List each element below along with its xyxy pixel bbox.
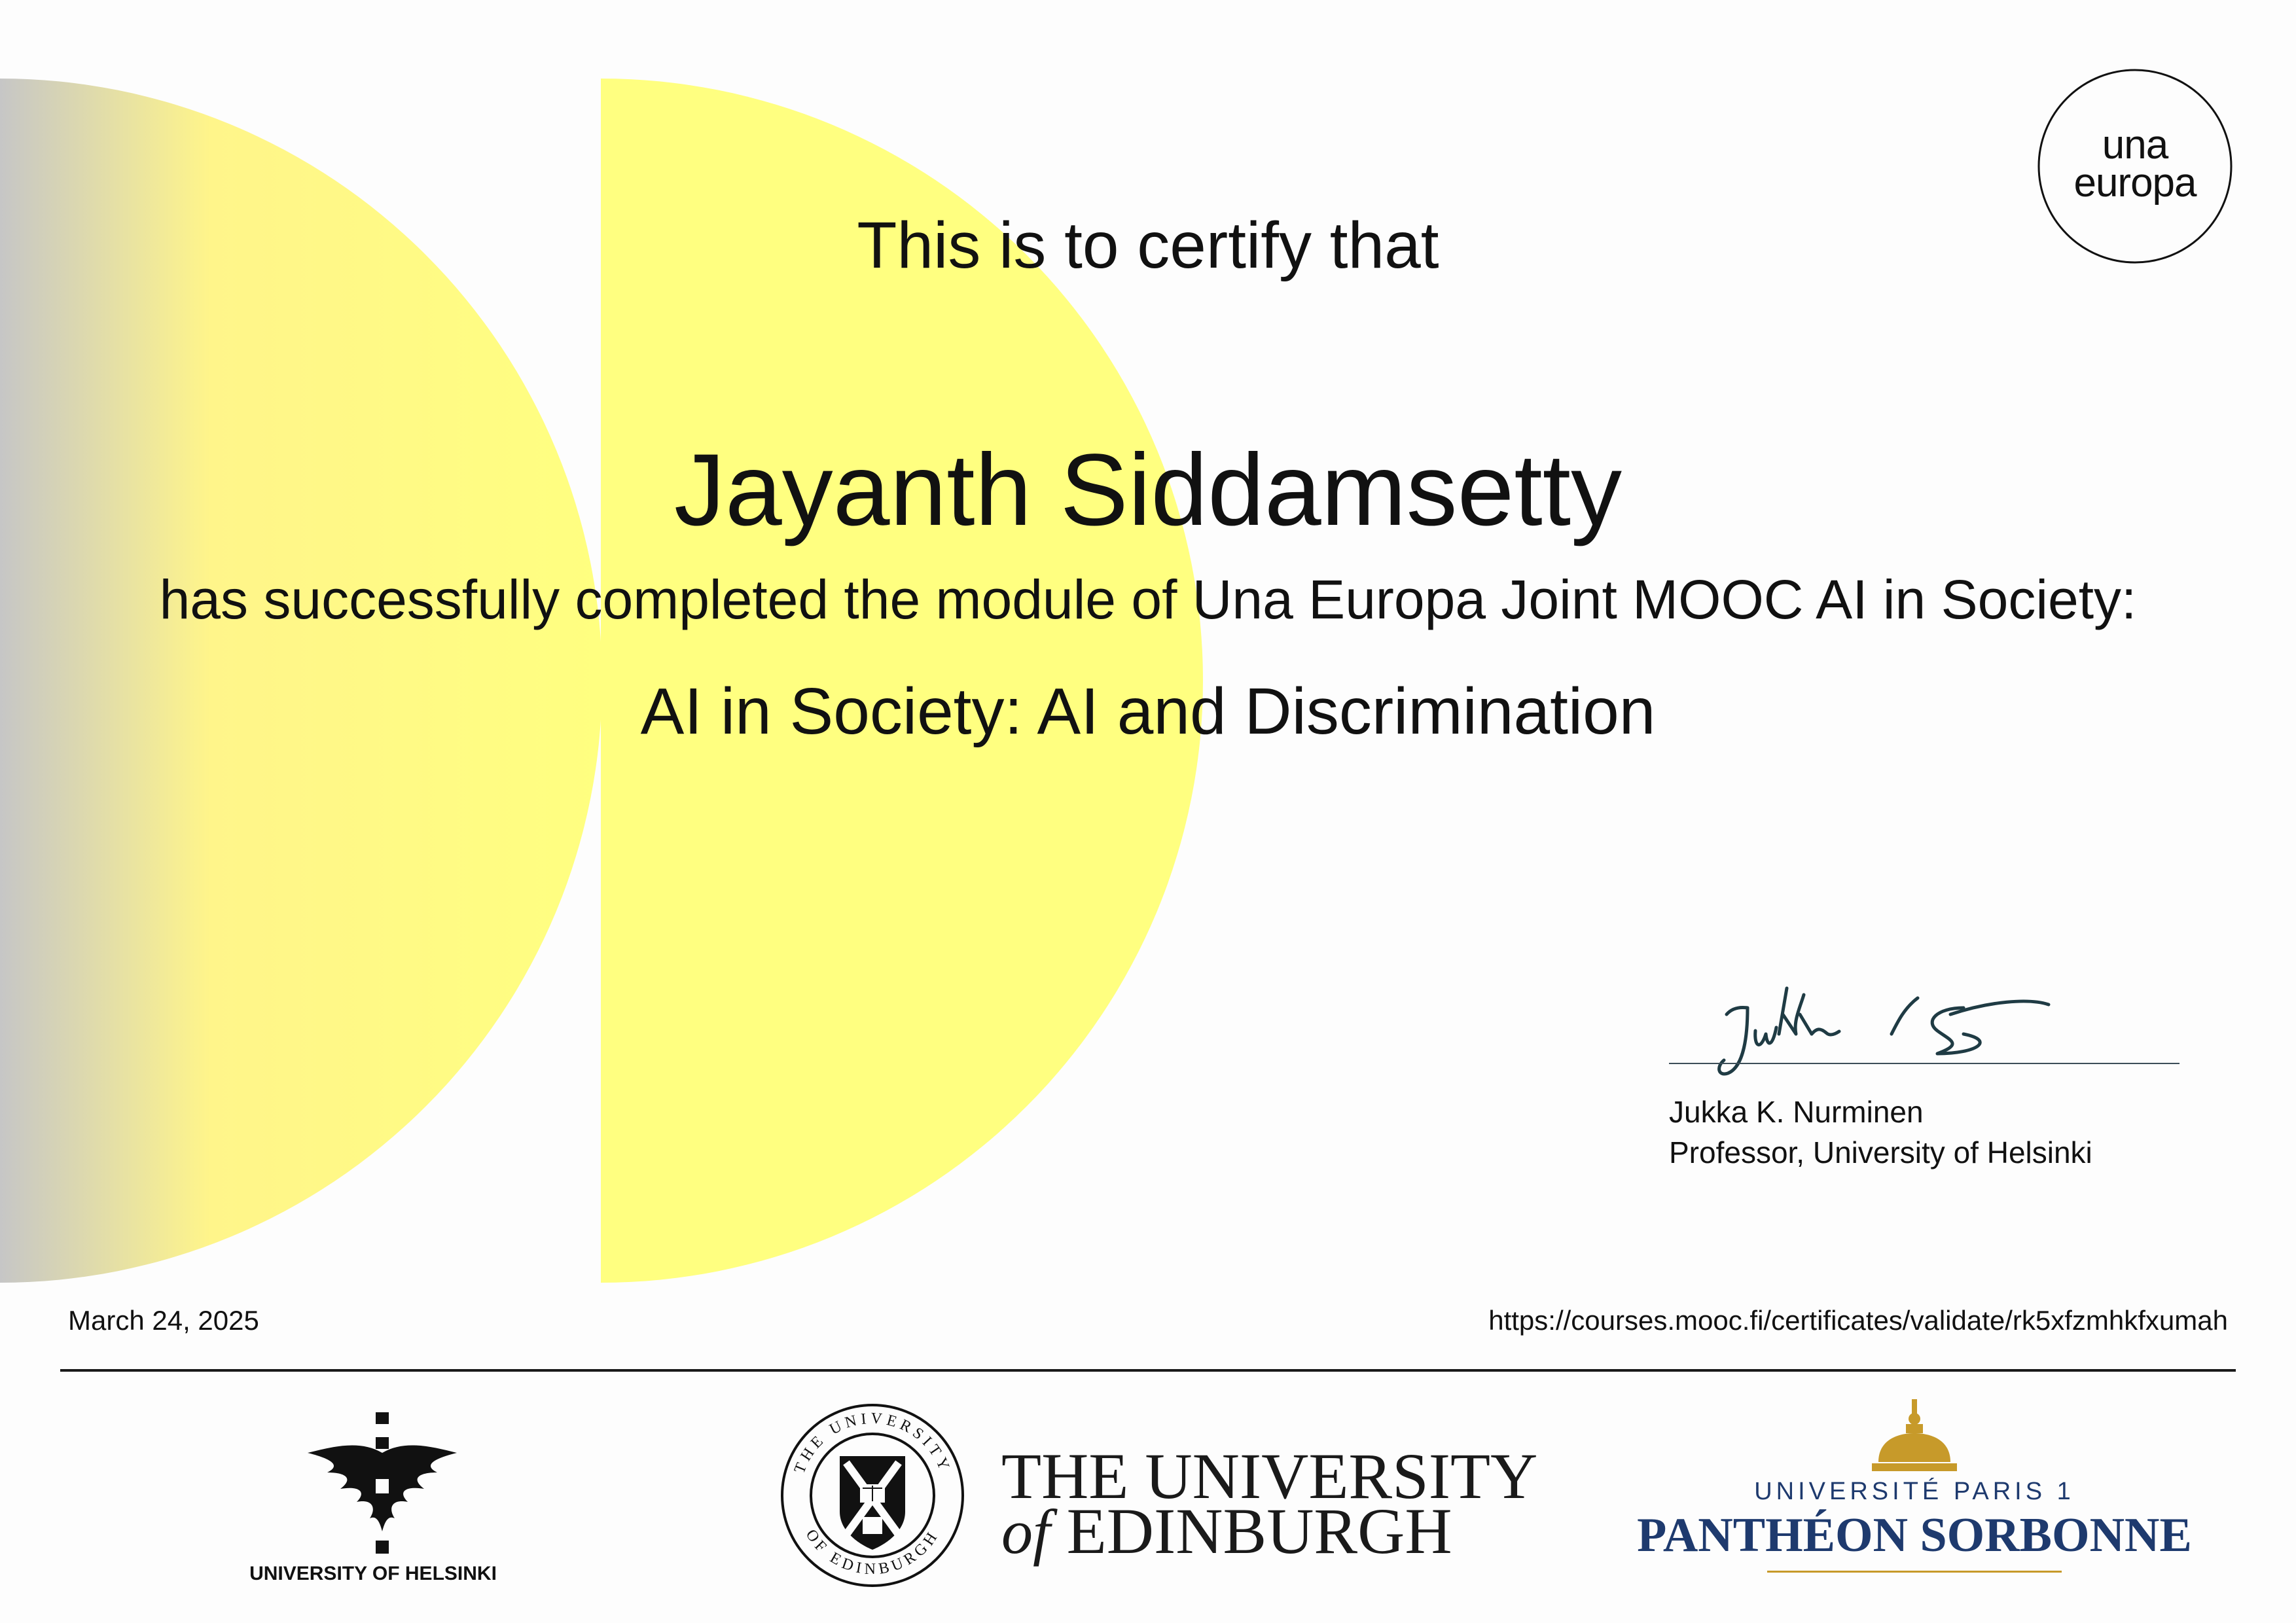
edinburgh-logo-of: of (1001, 1497, 1050, 1567)
edinburgh-logo-line1: THE UNIVERSITY (1001, 1440, 1538, 1512)
footer-divider (60, 1369, 2236, 1372)
issue-date: March 24, 2025 (68, 1305, 259, 1336)
edinburgh-seal-icon (778, 1400, 967, 1590)
pantheon-sorbonne-logo (1636, 1394, 2193, 1590)
edinburgh-logo-line2 (1001, 1493, 1452, 1569)
pantheon-dome-icon (1636, 1394, 2193, 1479)
recipient-name: Jayanth Siddamsetty (673, 433, 1623, 547)
sorbonne-logo-line2: PANTHÉON SORBONNE (1637, 1508, 2192, 1562)
university-of-helsinki-logo (242, 1400, 504, 1590)
una-europa-logo-line1: una (2102, 122, 2168, 168)
una-europa-logo (2037, 68, 2233, 264)
certify-heading: This is to certify that (857, 209, 1439, 282)
una-europa-logo-line2: europa (2073, 160, 2197, 205)
sorbonne-logo-underline (1767, 1571, 2062, 1573)
completion-statement: has successfully completed the module of Una Europa Joint MOOC AI in Society: (159, 569, 2137, 630)
university-of-edinburgh-logo (778, 1400, 1538, 1590)
edinburgh-seal-text-top: THE UNIVERSITY (791, 1410, 954, 1476)
sorbonne-logo-line1: UNIVERSITÉ PARIS 1 (1754, 1478, 2075, 1505)
validation-url: https://courses.mooc.fi/certificates/validate/rk5xfzmhkfxumah (1488, 1305, 2228, 1336)
helsinki-flame-icon (242, 1400, 504, 1558)
edinburgh-seal-text-bottom: OF EDINBURGH (802, 1526, 943, 1578)
edinburgh-logo-edinburgh: EDINBURGH (1050, 1495, 1452, 1567)
signer-name: Jukka K. Nurminen (1669, 1095, 1924, 1129)
module-title: AI in Society: AI and Discrimination (640, 675, 1656, 748)
helsinki-logo-label: UNIVERSITY OF HELSINKI (249, 1563, 497, 1584)
signer-title: Professor, University of Helsinki (1669, 1135, 2092, 1169)
signature-line (1669, 1063, 2179, 1064)
